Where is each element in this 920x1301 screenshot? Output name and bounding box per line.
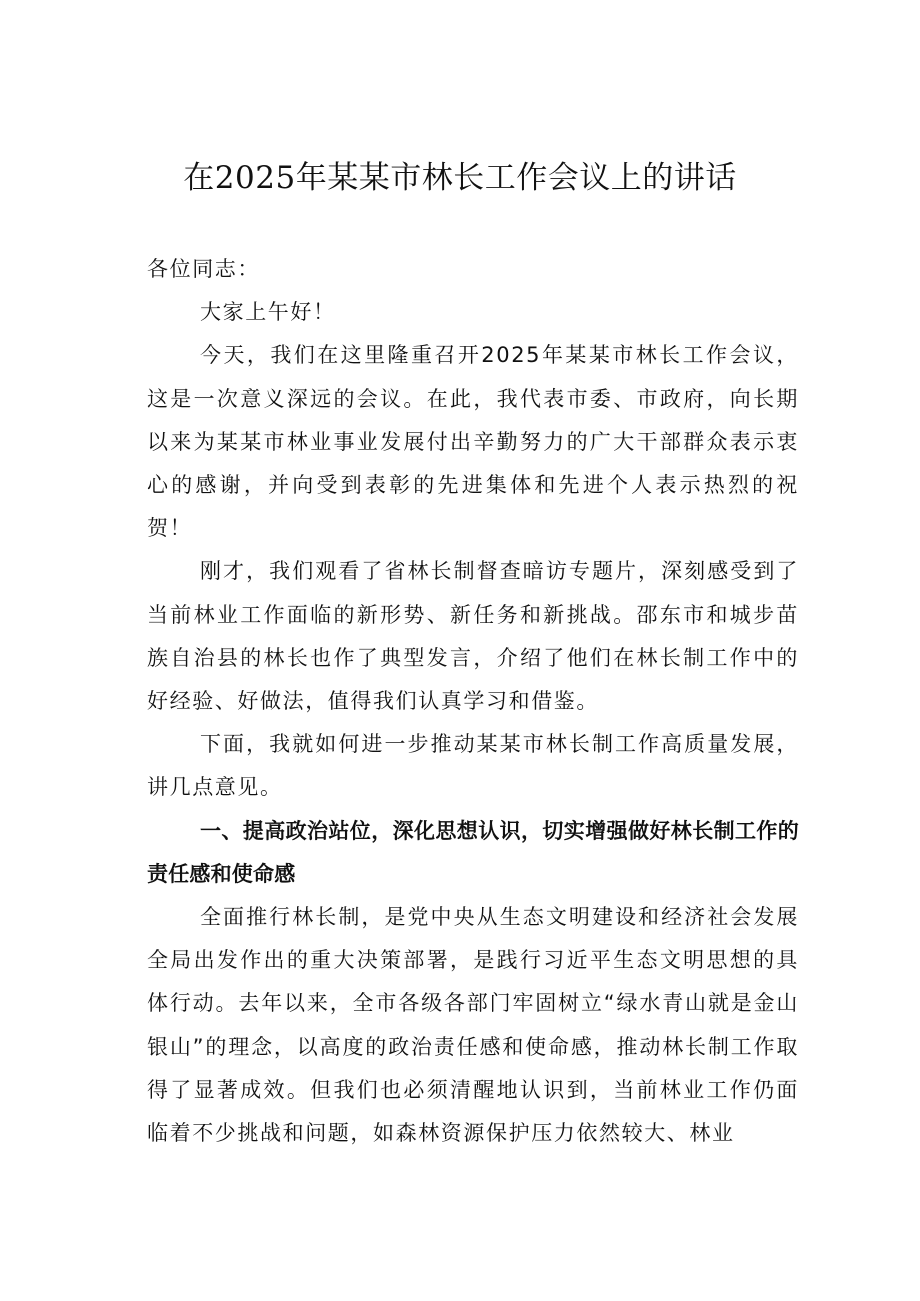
document-body [147, 248, 799, 1155]
paragraph-opening: 今天，我们在这里隆重召开2025年某某市林长工作会议，这是一次意义深远的会议。在此，我代表市委、市政府，向长期以来为某某市林业事业发展付出辛勤努力的广大干部群众表示衷心的感谢，并向受到表彰的先进集体和先进个人表示热烈的祝贺！ [147, 343, 799, 541]
document-title: 在2025年某某市林长工作会议上的讲话 [183, 160, 737, 196]
section-heading: 一、提高政治站位，深化思想认识，切实增强做好林长制工作的责任感和使命感 [147, 818, 799, 886]
paragraph-review: 刚才，我们观看了省林长制督查暗访专题片，深刻感受到了当前林业工作面临的新形势、新任务和新挑战。邵东市和城步苗族自治县的林长也作了典型发言，介绍了他们在林长制工作中的好经验、好做法，值得我们认真学习和借鉴。 [147, 559, 799, 714]
salutation: 各位同志： [147, 257, 260, 281]
section-paragraph: 全面推行林长制，是党中央从生态文明建设和经济社会发展全局出发作出的重大决策部署，是践行习近平生态文明思想的具体行动。去年以来，全市各级各部门牢固树立“绿水青山就是金山银山”的理念，以高度的政治责任感和使命感，推动林长制工作取得了显著成效。但我们也必须清醒地认识到，当前林业工作仍面临着不少挑战和问题，如森林资源保护压力依然较大、林业 [147, 905, 799, 1146]
paragraph-outline: 下面，我就如何进一步推动某某市林长制工作高质量发展，讲几点意见。 [147, 732, 799, 800]
greeting: 大家上午好！ [200, 300, 336, 325]
